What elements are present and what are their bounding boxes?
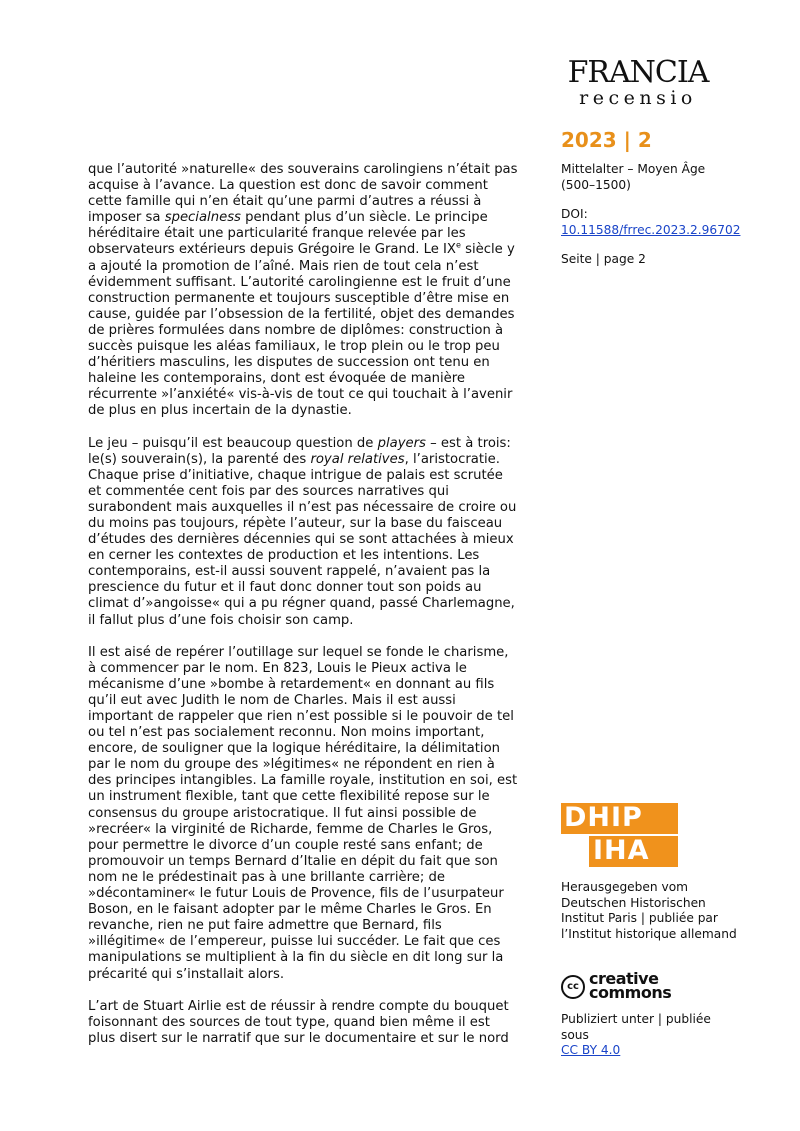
dhip-logo-bottom: IHA: [589, 836, 678, 867]
page-number: Seite | page 2: [561, 252, 646, 266]
license-link[interactable]: CC BY 4.0: [561, 1043, 621, 1057]
doi-link[interactable]: 10.11588/frrec.2023.2.96702: [561, 222, 741, 237]
p1-text-c: siècle y a ajouté la promotion de l’aîné. Mais rien de tout cela n’est évidemment suffisant. L’autorité carolingienne est le fruit d’une construction permanente et toujours susceptible d’être mise en cause, guidée par l’obsession de la fertilité, objet des demandes de prières formulées dans nombre de diplômes: construction à succès puisque les aléas familiaux, le trop plein ou le trop peu d’héritiers masculins, les disputes de succession ont tenu en haleine les contemporains, dont est évoquée de manière récurrente »l’anxiété« vis-à-vis de tout ce qui touchait à l’avenir de plus en plus incertain de la dynastie.: [88, 242, 515, 419]
issue-number: 2023 | 2: [561, 128, 652, 152]
p2-text-c: , l’aristocratie. Chaque prise d’initiative, chaque intrigue de palais est scrutée et commentée cent fois par des sources narratives qui surabondent mais auxquelles il n’est pas nécessaire de croire ou du moins pas toujours, répète l’auteur, sur la base du faisceau d’études des dernières décennies qui se sont attachées à mieux en cerner les contextes de production et les intentions. Les contemporains, est-il aussi souvent rappelé, n’avaient pas la prescience du futur et il faut donc donner tout son poids au climat d’»angoisse« qui a pu régner quand, passé Charlemagne, il fallut plus d’une fois choisir son camp.: [88, 451, 517, 628]
cc-icon: cc: [561, 975, 585, 999]
doi-block: [561, 207, 741, 238]
logo-line-francia: FRANCIA: [567, 55, 709, 90]
cc-wordmark-line2: commons: [589, 983, 672, 1002]
cc-wordmark: [589, 969, 672, 1002]
license-block: [561, 1012, 741, 1059]
p2-text-a: Le jeu – puisqu’il est beaucoup question de: [88, 435, 378, 451]
p2-emphasis-players: players: [377, 435, 426, 451]
p2-emphasis-royal-relatives: royal relatives: [310, 451, 405, 467]
period-label: Mittelalter – Moyen Âge (500–1500): [561, 162, 706, 192]
francia-recensio-logo: [562, 55, 714, 109]
paragraph-4: L’art de Stuart Airlie est de réussir à rendre compte du bouquet foisonnant des sources de tout type, quand bien même il est plus disert sur le narratif que sur le documentaire et sur le nord: [88, 998, 509, 1046]
p1-text-b: pendant plus d’un siècle. Le principe héréditaire était une particularité franque relevée par les observateurs extérieurs depuis Grégoire le Grand. Le IX: [88, 210, 488, 258]
publisher-note: Herausgegeben vom Deutschen Historischen Institut Paris | publiée par l’Institut historique allemand: [561, 880, 737, 941]
license-label: Publiziert unter | publiée sous: [561, 1012, 711, 1042]
dhip-iha-logo: [561, 803, 678, 867]
paragraph-3: Il est aisé de repérer l’outillage sur lequel se fonde le charisme, à commencer par le nom. En 823, Louis le Pieux activa le mécanisme d’une »bombe à retardement« en donnant au fils qu’il eut avec Judith le nom de Charles. Mais il est aussi important de rappeler que rien n’est possible si le pouvoir de tel ou tel n’est pas socialement reconnu. Non moins important, encore, de souligner que la logique héréditaire, la délimitation par le nom du groupe des »légitimes« ne répondent en rien à des principes intangibles. La famille royale, institution en soi, est un instrument flexible, tant que cette flexibilité repose sur le consensus du groupe aristocratique. Il fut ainsi possible de »recréer« la virginité de Richarde, femme de Charles le Gros, pour permettre le divorce d’un couple resté sans enfant; de promouvoir un temps Bernard d’Italie en dépit du fait que son nom ne le prédestinait pas à une brillante carrière; de »décontaminer« le futur Louis de Provence, fils de l’usurpateur Boson, en le faisant adopter par le même Charles le Gros. En revanche, rien ne put faire admettre que Bernard, fils »illégitime« de l’empereur, puisse lui succéder. Le fait que ces manipulations se multiplient à la fin du siècle en dit long sur la précarité qui s’installait alors.: [88, 644, 518, 982]
p1-text-a: que l’autorité »naturelle« des souverains carolingiens n’était pas acquise à l’avance. La question est donc de savoir comment cette famille qui n’en était qu’une parmi d’autres a réussi à imposer sa: [88, 162, 518, 226]
article-body: [88, 162, 518, 1063]
p1-superscript: e: [455, 241, 461, 251]
p2-text-b: – est à trois: le(s) souverain(s), la parenté des: [88, 435, 511, 467]
logo-line-recensio: recensio: [579, 87, 697, 109]
p1-emphasis-specialness: specialness: [164, 210, 241, 226]
creative-commons-logo: [561, 971, 691, 1003]
paragraph-2: [88, 436, 518, 629]
dhip-logo-top: DHIP: [561, 803, 678, 834]
paragraph-1: [88, 162, 518, 420]
cc-wordmark-line1: creative: [589, 969, 659, 988]
doi-label: DOI:: [561, 207, 588, 221]
